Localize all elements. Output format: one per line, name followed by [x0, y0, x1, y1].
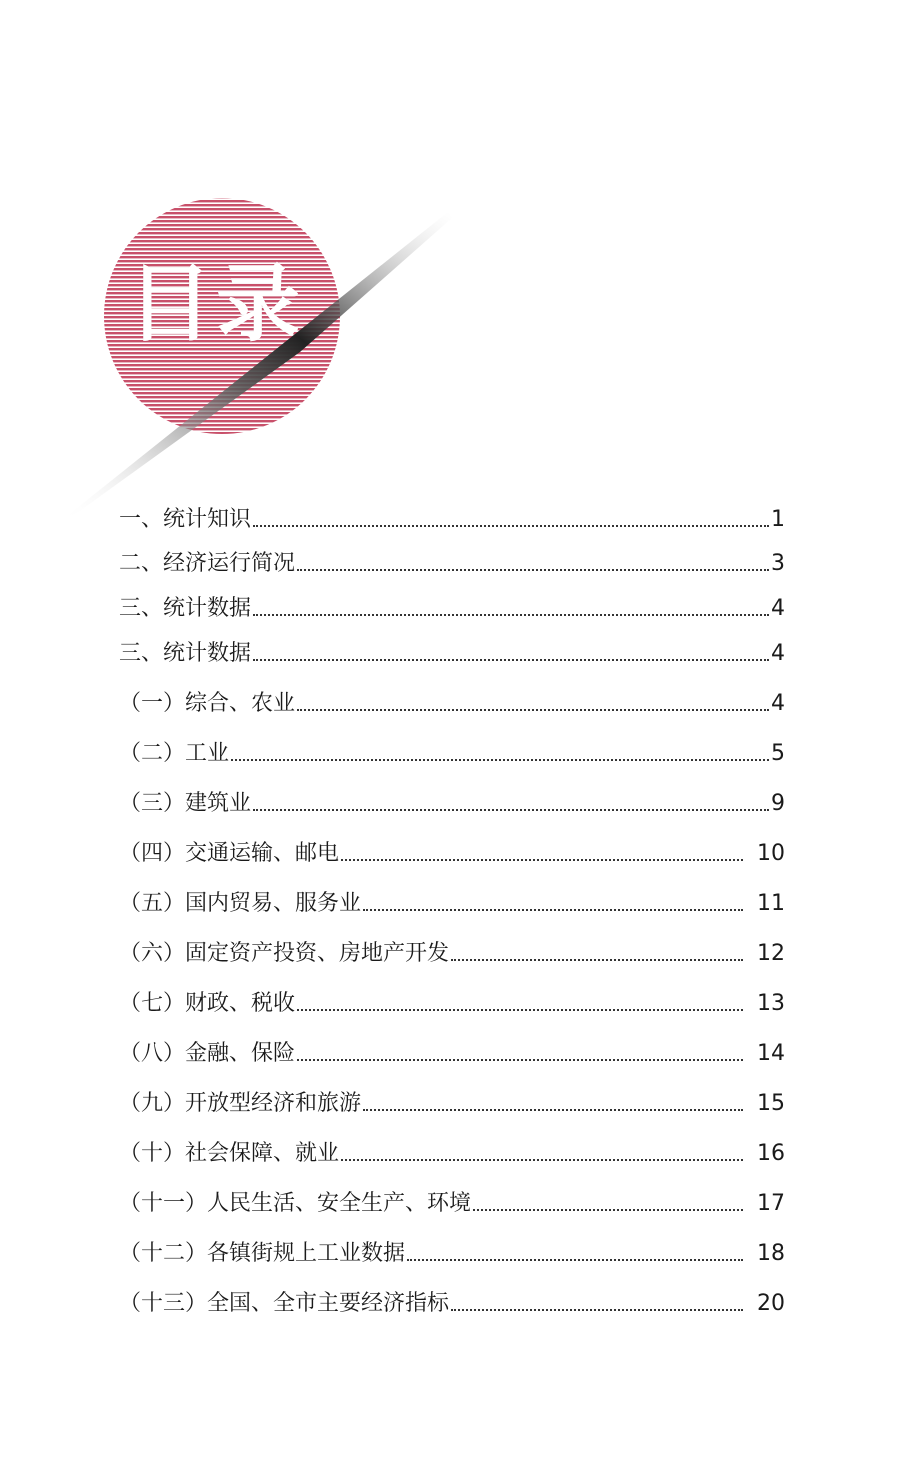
toc-entry[interactable] [119, 687, 785, 721]
toc-dot-leader [253, 614, 769, 616]
toc-entry-label: （四）交通运输、邮电 [119, 841, 340, 866]
toc-dot-leader [363, 909, 743, 911]
toc-entry[interactable] [119, 592, 785, 626]
toc-entry[interactable] [119, 1287, 785, 1321]
toc-dot-leader [473, 1209, 743, 1211]
toc-dot-leader [253, 659, 769, 661]
toc-entry-label: （十二）各镇街规上工业数据 [119, 1241, 406, 1266]
toc-entry-label: 三、统计数据 [119, 596, 252, 621]
toc-entry[interactable] [119, 1187, 785, 1221]
toc-dot-leader [341, 859, 743, 861]
toc-dot-leader [297, 1059, 743, 1061]
toc-entry-page: 12 [757, 941, 785, 966]
toc-entry-page: 18 [757, 1241, 785, 1266]
toc-entry[interactable] [119, 1087, 785, 1121]
toc-entry-page: 9 [771, 791, 785, 816]
toc-entry-page: 14 [757, 1041, 785, 1066]
toc-entry[interactable] [119, 837, 785, 871]
toc-entry[interactable] [119, 787, 785, 821]
toc-entry-label: （二）工业 [119, 741, 230, 766]
toc-entry[interactable] [119, 987, 785, 1021]
toc-entry[interactable] [119, 1137, 785, 1171]
toc-dot-leader [253, 525, 769, 527]
toc-entry-page: 17 [757, 1191, 785, 1216]
toc-dot-leader [231, 759, 769, 761]
toc-entry-label: （九）开放型经济和旅游 [119, 1091, 362, 1116]
toc-dot-leader [341, 1159, 743, 1161]
toc-dot-leader [297, 1009, 743, 1011]
toc-entry-label: 二、经济运行简况 [119, 551, 296, 576]
toc-entry-page: 11 [757, 891, 785, 916]
toc-dot-leader [297, 569, 769, 571]
toc-entry[interactable] [119, 887, 785, 921]
toc-dot-leader [407, 1259, 743, 1261]
toc-entry-page: 4 [771, 691, 785, 716]
toc-dot-leader [363, 1109, 743, 1111]
toc-entry-label: （十一）人民生活、安全生产、环境 [119, 1191, 472, 1216]
toc-entry-label: （六）固定资产投资、房地产开发 [119, 941, 450, 966]
toc-entry-label: 一、统计知识 [119, 507, 252, 532]
toc-entry[interactable] [119, 1237, 785, 1271]
toc-dot-leader [451, 1309, 743, 1311]
toc-entry[interactable] [119, 637, 785, 671]
toc-entry-page: 13 [757, 991, 785, 1016]
toc-entry-label: （三）建筑业 [119, 791, 252, 816]
toc-entry-page: 10 [757, 841, 785, 866]
toc-dot-leader [297, 709, 769, 711]
page-title: 目录 [128, 255, 305, 353]
toc-entry-page: 4 [771, 641, 785, 666]
toc-entry-page: 15 [757, 1091, 785, 1116]
toc-entry-page: 16 [757, 1141, 785, 1166]
toc-entry-label: （七）财政、税收 [119, 991, 296, 1016]
toc-entry[interactable] [119, 503, 785, 537]
toc-entry[interactable] [119, 937, 785, 971]
toc-entry-page: 20 [757, 1291, 785, 1316]
toc-entry-label: 三、统计数据 [119, 641, 252, 666]
toc-entry[interactable] [119, 547, 785, 581]
toc-entry-label: （一）综合、农业 [119, 691, 296, 716]
toc-entry-page: 5 [771, 741, 785, 766]
toc-entry[interactable] [119, 1037, 785, 1071]
toc-dot-leader [253, 809, 769, 811]
toc-entry-page: 1 [771, 507, 785, 532]
toc-dot-leader [451, 959, 743, 961]
toc-entry-label: （十）社会保障、就业 [119, 1141, 340, 1166]
toc-entry-page: 3 [771, 551, 785, 576]
toc-entry-label: （五）国内贸易、服务业 [119, 891, 362, 916]
toc-entry[interactable] [119, 737, 785, 771]
toc-entry-label: （八）金融、保险 [119, 1041, 296, 1066]
toc-entry-page: 4 [771, 596, 785, 621]
toc-entry-label: （十三）全国、全市主要经济指标 [119, 1291, 450, 1316]
